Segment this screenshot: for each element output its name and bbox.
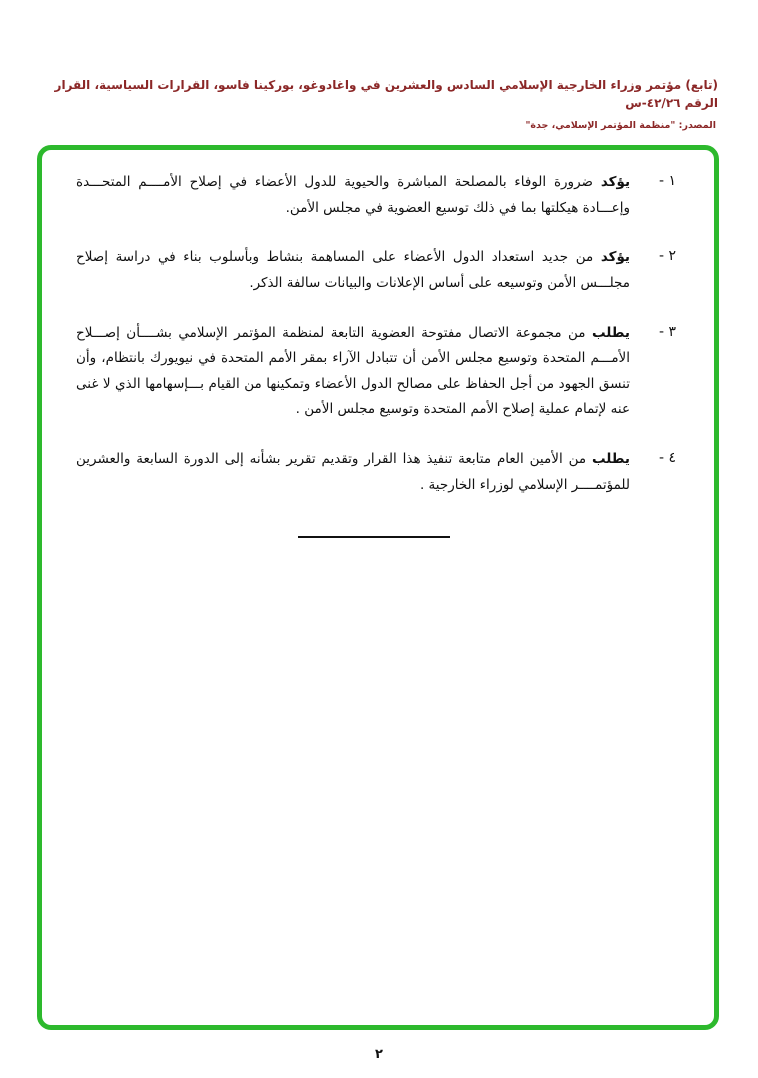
- resolution-item-4: [72, 447, 676, 498]
- resolution-item-1: [72, 170, 676, 221]
- highlight-border-box: [37, 145, 719, 1030]
- item-number: ٣ -: [658, 323, 676, 340]
- operative-word: يطلب: [591, 451, 630, 468]
- operative-word: يؤكد: [600, 174, 631, 190]
- end-rule: [298, 536, 450, 538]
- item-number: ١ -: [658, 173, 676, 189]
- item-paragraph: [72, 447, 630, 498]
- resolution-item-3: [72, 321, 676, 424]
- item-body-text: ضرورة الوفاء بالمصلحة المباشرة والحيوية للدول الأعضاء في إصلاح الأمــــم المتحـــدة وإعـــادة هيكلتها بما في ذلك توسيع العضوية في مجلس الأمن.: [76, 174, 630, 216]
- item-paragraph: [72, 170, 630, 221]
- item-number: ٤ -: [658, 450, 676, 467]
- document-source: المصدر: "منظمة المؤتمر الإسلامي، جدة": [525, 120, 716, 131]
- resolution-item-2: [72, 245, 676, 296]
- operative-word: يطلب: [591, 324, 630, 341]
- item-paragraph: [72, 245, 630, 296]
- operative-word: يؤكد: [600, 249, 630, 266]
- page-number: ٢: [375, 1047, 383, 1062]
- document-title: (تابع) مؤتمر وزراء الخارجية الإسلامي السادس والعشرين في واغادوغو، بوركينا فاسو، القرارات السياسية، القرار الرقم ٤٢/٢٦-س: [54, 78, 718, 110]
- item-body-text: من الأمين العام متابعة تنفيذ هذا القرار وتقديم تقرير بشأنه إلى الدورة السابعة والعشرين للمؤتمــــر الإسلامي لوزراء الخارجية .: [76, 451, 630, 493]
- document-header: [38, 76, 718, 131]
- item-paragraph: [72, 321, 630, 424]
- item-body-text: من مجموعة الاتصال مفتوحة العضوية التابعة لمنظمة المؤتمر الإسلامي بشــــأن إصـــلاح الأمـــم المتحدة وتوسيع مجلس الأمن أن تتبادل الآراء بمقر الأمم المتحدة في نيويورك بانتظام، وأن تنسق الجهود من أجل الحفاظ على مصالح الدول الأعضاء وتمكينها من القيام بـــإسهامها الذي لا غنى عنه لإتمام عملية إصلاح الأمم المتحدة وتوسيع مجلس الأمن .: [76, 324, 630, 418]
- item-body-text: من جديد استعداد الدول الأعضاء على المساهمة بنشاط وبأسلوب بناء في دراسة إصلاح مجلـــس الأمن وتوسيعه على أساس الإعلانات والبيانات سالفة الذكر.: [76, 249, 630, 291]
- item-number: ٢ -: [658, 248, 676, 265]
